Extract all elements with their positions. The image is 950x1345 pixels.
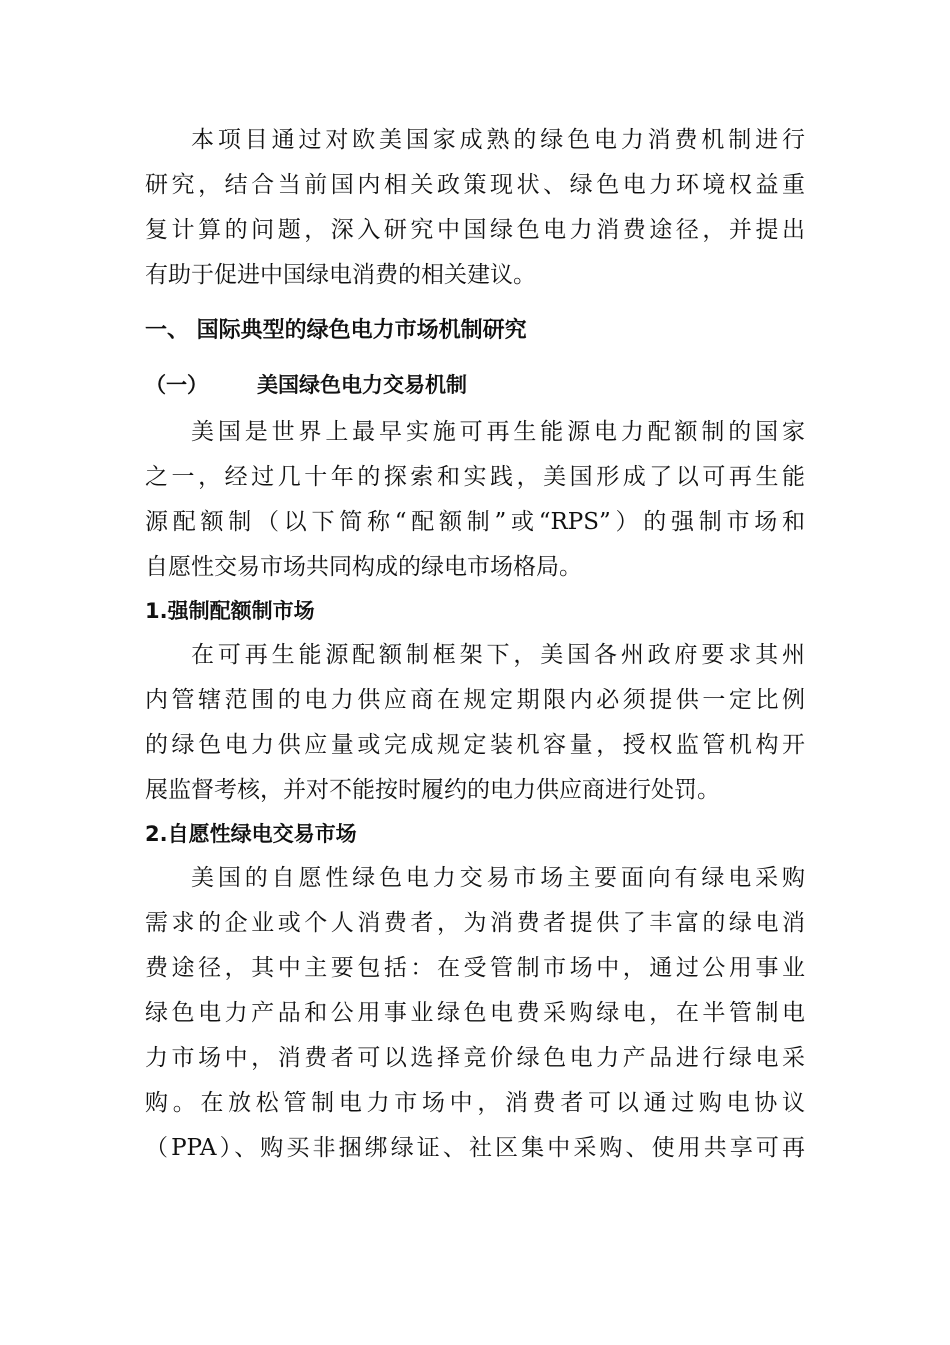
paragraph-line: 在可再生能源配额制框架下，美国各州政府要求其州 — [191, 642, 805, 668]
mandatory-rps-paragraph — [145, 633, 805, 813]
paragraph-line: 绿色电力产品和公用事业绿色电费采购绿电，在半管制电 — [145, 1000, 805, 1026]
paragraph-line: 美国的自愿性绿色电力交易市场主要面向有绿电采购 — [191, 865, 805, 891]
section-heading: 一、 国际典型的绿色电力市场机制研究 — [145, 318, 527, 343]
voluntary-market-paragraph — [145, 856, 805, 1171]
paragraph-line: 本项目通过对欧美国家成熟的绿色电力消费机制进行 — [191, 127, 805, 153]
paragraph-line: 需求的企业或个人消费者，为消费者提供了丰富的绿电消 — [145, 910, 805, 936]
paragraph-line: 的绿色电力供应量或完成规定装机容量，授权监管机构开 — [145, 732, 805, 758]
paragraph-line: 有助于促进中国绿电消费的相关建议。 — [145, 262, 536, 288]
us-overview-paragraph — [145, 410, 805, 590]
paragraph-line: 内管辖范围的电力供应商在规定期限内必须提供一定比例 — [145, 687, 805, 713]
item-heading: 1.强制配额制市场 — [145, 599, 315, 623]
paragraph-line: 自愿性交易市场共同构成的绿电市场格局。 — [145, 554, 582, 580]
paragraph-line: 力市场中，消费者可以选择竞价绿色电力产品进行绿电采 — [145, 1045, 805, 1071]
paragraph-line: （PPA）、购买非捆绑绿证、社区集中采购、使用共享可再 — [145, 1135, 805, 1161]
paragraph-line: 之一，经过几十年的探索和实践，美国形成了以可再生能 — [145, 464, 805, 490]
paragraph-line: 研究，结合当前国内相关政策现状、绿色电力环境权益重 — [145, 172, 805, 198]
paragraph-line: 美国是世界上最早实施可再生能源电力配额制的国家 — [191, 419, 805, 445]
document-page — [145, 118, 805, 1171]
subsection-number: （一） — [145, 372, 208, 397]
paragraph-line: 费途径，其中主要包括：在受管制市场中，通过公用事业 — [145, 955, 805, 981]
item-heading: 2.自愿性绿电交易市场 — [145, 822, 357, 846]
paragraph-line: 源配额制（以下简称“配额制”或“RPS”）的强制市场和 — [145, 509, 805, 535]
paragraph-line: 复计算的问题，深入研究中国绿色电力消费途径，并提出 — [145, 217, 805, 243]
subsection-title: 美国绿色电力交易机制 — [257, 372, 467, 397]
intro-paragraph — [145, 118, 805, 298]
subsection-heading — [145, 360, 805, 410]
paragraph-line: 购。在放松管制电力市场中，消费者可以通过购电协议 — [145, 1090, 805, 1116]
paragraph-line: 展监督考核，并对不能按时履约的电力供应商进行处罚。 — [145, 777, 720, 803]
